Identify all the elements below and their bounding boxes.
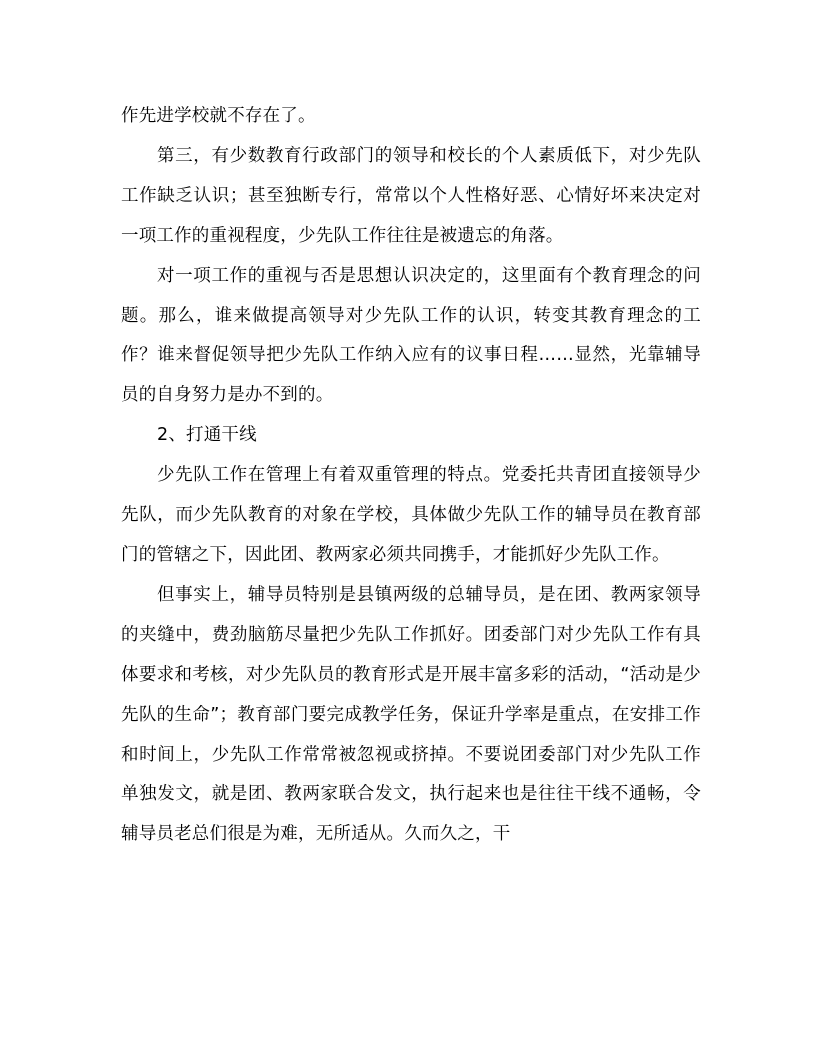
section-heading-open-main-line: 2、打通干线: [157, 425, 257, 446]
paragraph-third-point: 第三，有少数教育行政部门的领导和校长的个人素质低下，对少先队工作缺乏认识；甚至独断专行，常常以个人性格好恶、心情好坏来决定对一项工作的重视程度，少先队工作往往是被遗忘的角落。: [121, 145, 701, 246]
paragraph-dual-management: 少先队工作在管理上有着双重管理的特点。党委托共青团直接领导少先队，而少先队教育的对象在学校，具体做少先队工作的辅导员在教育部门的管辖之下，因此团、教两家必须共同携手，才能抓好少先队工作。: [121, 465, 701, 565]
document-body: [121, 97, 701, 855]
paragraph-reality: 但事实上，辅导员特别是县镇两级的总辅导员，是在团、教两家领导的夹缝中，费劲脑筋尽量把少先队工作抓好。团委部门对少先队工作有具体要求和考核，对少先队员的教育形式是开展丰富多彩的活动，“活动是少先队的生命”；教育部门要完成教学任务，保证升学率是重点，在安排工作和时间上，少先队工作常常被忽视或挤掉。不要说团委部门对少先队工作单独发文，就是团、教两家联合发文，执行起来也是往往干线不通畅，令辅导员老总们很是为难，无所适从。久而久之，干: [121, 584, 701, 845]
paragraph-education-concept: 对一项工作的重视与否是思想认识决定的，这里面有个教育理念的问题。那么，谁来做提高领导对少先队工作的认识，转变其教育理念的工作？谁来督促领导把少先队工作纳入应有的议事日程……显然，光靠辅导员的自身努力是办不到的。: [121, 265, 701, 406]
paragraph-continued: 作先进学校就不存在了。: [121, 106, 316, 126]
